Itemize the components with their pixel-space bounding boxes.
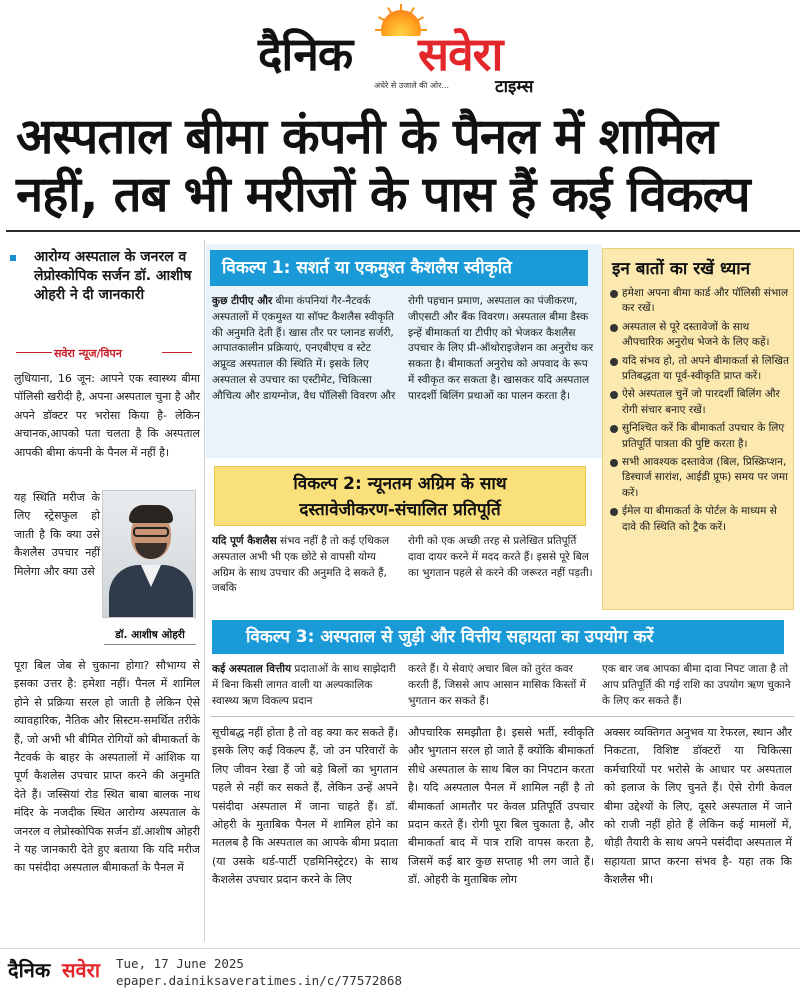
brand-name-dainik: दैनिक: [258, 27, 353, 81]
article-intro: आरोग्य अस्पताल के जनरल व लेप्रोस्कोपिक सर्जन डॉ. आशीष ओहरी ने दी जानकारी: [34, 249, 192, 303]
option2-column-2: रोगी को एक अच्छी तरह से प्रलेखित प्रतिपूर्ति दावा दायर करने में मदद करते हैं। इससे पूरे बिल का भुगतान पहले से करने की जरूरत नहीं पड़ती।: [408, 535, 593, 579]
option1-column-1: [212, 294, 398, 405]
tip-item: ईमेल या बीमाकर्ता के पोर्टल के माध्यम से दावे की स्थिति को ट्रैक करें।: [610, 504, 792, 535]
option3-col1-text: प्रदाताओं के साथ साझेदारी में बिना किसी लागत वाली या अल्पकालिक स्वास्थ्य ऋण विकल्प प्रदान: [212, 663, 396, 707]
option1-title: विकल्प 1: सशर्त या एकमुश्त कैशलैस स्वीकृति: [210, 250, 588, 286]
intro-bullet-icon: [10, 255, 16, 261]
tips-list: [610, 286, 792, 538]
main-column-1: सूचीबद्ध नहीं होता है तो वह क्या कर सकते हैं। इसके लिए कई विकल्प हैं, जो उन परिवारों के लिए जीवन रेखा हैं जो बड़े बिलों का भुगतान पहले से नहीं कर सकते हैं, लेकिन उन्हें अपने पसंदीदा अस्पताल में जाना चाहते हैं। डॉ. ओहरी के मुताबिक पैनल में शामिल होने का मतलब है कि अस्पताल का आपके बीमा प्रदाता (या उसके थर्ड-पार्टी एडमिनिस्ट्रेटर) के साथ कैशलेस उपचार प्रदान करने के लिए: [212, 726, 398, 887]
bullet-dot-icon: [610, 324, 618, 332]
footer-brand-savera: सवेरा: [62, 958, 100, 982]
brand-tagline: अंधेरे से उजाले की ओर...: [374, 81, 450, 90]
footer-epaper-link[interactable]: epaper.dainiksaveratimes.in/c/77572868: [116, 973, 402, 988]
brand-name-savera: सवेरा: [418, 27, 503, 81]
byline-rule-left: [16, 352, 52, 353]
column-separator: [204, 240, 205, 942]
bullet-dot-icon: [610, 358, 618, 366]
photo-caption: डॉ. आशीष ओहरी: [115, 629, 185, 641]
bullet-dot-icon: [610, 290, 618, 298]
masthead: [0, 0, 800, 98]
option2-column-1: [212, 534, 402, 597]
option2-title-line-1: विकल्प 2: न्यूनतम अग्रिम के साथ: [293, 474, 507, 494]
option2-col1-text: संभव नहीं है तो कई एथिकल अस्पताल अभी भी एक छोटे से वापसी योग्य अग्रिम के साथ उपचार की अनुमति दे सकते हैं, जबकि: [212, 535, 390, 595]
option3-lead: कई अस्पताल वित्तीय: [212, 663, 292, 675]
option2-lead: यदि पूर्ण कैशलैस: [212, 535, 277, 547]
left-wrap-text: यह स्थिति मरीज के लिए स्ट्रेसफुल हो जाती है कि क्या उसे कैशलैस उपचार नहीं मिलेगा और क्या उसे: [14, 491, 100, 578]
left-paragraph-1: लुधियाना, 16 जून: आपने एक स्वास्थ्य बीमा पॉलिसी खरीदी है, अपना अस्पताल चुना है और अपने डॉक्टर पर भरोसा किया है- लेकिन अचानक,आपको पता चलता है कि अस्पताल आपकी बीमा कंपनी के पैनल में नहीं है।: [14, 372, 200, 459]
left-paragraph-2: पूरा बिल जेब से चुकाना होगा? सौभाग्य से इसका उत्तर है: हमेशा नहीं। पैनल में शामिल होने से प्रक्रिया सरल हो जाती है लेकिन ऐसे व्यावहारिक, नैतिक और सिस्टम-समर्थित तरीके हैं, जो अभी भी बीमित रोगियों को बीमाकर्ता के नैटवर्क के बाहर के अस्पतालों में आंशिक या पूर्ण कैशलेस उपचार प्राप्त करने की अनुमति देते हैं। जस्सियां रोड स्थित बाबा बालक नाथ मंदिर के नजदीक स्थित आरोग्य अस्पताल के जनरल व लेप्रोस्कोपिक सर्जन डॉ.आशीष ओहरी ने यह जानकारी देते हुए बताया कि यदि मरीज का पसंदीदा अस्पताल बीमाकर्ता के पैनल में: [14, 659, 200, 875]
article-headline: अस्पताल बीमा कंपनी के पैनल में शामिल नहीं, तब भी मरीजों के पास हैं कई विकल्प: [16, 108, 750, 223]
tip-item: ऐसे अस्पताल चुनें जो पारदर्शी बिलिंग और रोगी संचार बनाए रखें।: [610, 387, 792, 418]
tips-sidebar-title: इन बातों का रखें ध्यान: [612, 259, 751, 279]
footer-date: Tue, 17 June 2025: [116, 956, 244, 971]
headline-divider: [6, 230, 800, 232]
main-column-3: अक्सर व्यक्तिगत अनुभव या रेफरल, स्थान और निकटता, विशिष्ट डॉक्टरों या चिकित्सा कर्मचारियों पर भरोसे के आधार पर अस्पताल को इलाज के लिए चुनते हैं। ऐसे रोगी केवल बीमा उद्देश्यों के लिए, दूसरे अस्पताल में जाने को राजी नहीं होते हैं लेकिन कई मामलों में, थोड़ी तैयारी के साथ अपने पसंदीदा अस्पताल में सहायता प्राप्त करना संभव है- यहा तक कि कैशलैस भी।: [604, 726, 792, 887]
option1-lead: कुछ टीपीए और: [212, 295, 273, 307]
caption-rule: [104, 644, 196, 645]
option3-divider: [210, 716, 794, 717]
option1-column-2: रोगी पहचान प्रमाण, अस्पताल का पंजीकरण, जीएसटी और बैंक विवरण। अस्पताल बीमा डैस्क इन्हें बीमाकर्ता या टीपीए को भेजकर कैशलैस उपचार के लिए प्री-ऑथोराइजेशन का अनुरोध कर सकता है। बीमाकर्ता अनुरोध को अपवाद के रूप में स्वीकृत कर सकता है। खासकर यदि अस्पताल पारदर्शी बिलिंग प्रथाओं का पालन करता है।: [408, 295, 594, 402]
option3-column-1: [212, 662, 400, 709]
bullet-dot-icon: [610, 391, 618, 399]
option3-title: विकल्प 3: अस्पताल से जुड़ी और वित्तीय सहायता का उपयोग करें: [212, 620, 784, 654]
bullet-dot-icon: [610, 425, 618, 433]
main-column-2: औपचारिक समझौता है। इससे भर्ती, स्वीकृति और भुगतान सरल हो जाते हैं क्योंकि बीमाकर्ता सीधे अस्पताल के साथ बिल का निपटान करता है। यदि अस्पताल पैनल में शामिल नहीं है तो बीमाकर्ता आमतौर पर केवल प्रतिपूर्ति उपचार प्रदान करते हैं। रोगी पूरा बिल चुकाता है, और बीमाकर्ता बाद में पात्र राशि वापस करता है, जिसमें कई बार कुछ सप्ताह भी लग जाते हैं। डॉ. ओहरी के मुताबिक लोग: [408, 726, 594, 887]
tip-item: सुनिश्चित करें कि बीमाकर्ता उपचार के लिए प्रतिपूर्ति पात्रता की पुष्टि करता है।: [610, 421, 792, 452]
footer-divider: [0, 948, 800, 949]
option2-title-line-2: दस्तावेजीकरण-संचालित प्रतिपूर्ति: [299, 500, 501, 520]
tip-item: अस्पताल से पूरे दस्तावेजों के साथ औपचारिक अनुरोध भेजने के लिए कहें।: [610, 320, 792, 351]
tip-item: सभी आवश्यक दस्तावेज (बिल, प्रिस्क्रिप्शन, डिस्चार्ज सारांश, आईडी प्रूफ) समय पर जमा करें।: [610, 455, 792, 501]
tip-item: यदि संभव हो, तो अपने बीमाकर्ता से लिखित प्रतिबद्धता या पूर्व-स्वीकृति प्राप्त करें।: [610, 354, 792, 385]
byline-rule-right: [162, 352, 192, 353]
brand-name-times: टाइम्स: [495, 77, 534, 97]
doctor-photo: [102, 490, 196, 618]
option2-title: [214, 466, 586, 526]
tip-item: हमेशा अपना बीमा कार्ड और पॉलिसी संभाल कर रखें।: [610, 286, 792, 317]
option1-col1-text: बीमा कंपनियां गैर-नैटवर्क अस्पतालों में एकमुश्त या सॉफ्ट कैशलैस स्वीकृति की अनुमति देती हैं। खास तौर पर प्लानड सर्जरी, आपातकालीन प्रक्रियाएं, एनएबीएच व स्टेट अप्रूव्ड अस्पताल की स्थिति में। इसके लिए अस्पताल से उपचार का एस्टीमेट, चिकित्सा औचित्य और डायग्नोज, वैध पॉलिसी विवरण और: [212, 295, 396, 402]
footer-brand-dainik: दैनिक: [8, 958, 51, 982]
option3-column-3: एक बार जब आपका बीमा दावा निपट जाता है तो आप प्रतिपूर्ति की गई राशि का उपयोग ऋण चुकाने के लिए कर सकते हैं।: [602, 663, 791, 707]
option3-column-2: करते हैं। ये सेवाएं अचार बिल को तुरंत कवर करती हैं, जिससे आप आसान मासिक किस्तों में भुगतान कर सकते हैं।: [408, 663, 586, 707]
bullet-dot-icon: [610, 508, 618, 516]
byline: सवेरा न्यूज/विपन: [54, 347, 122, 360]
bullet-dot-icon: [610, 459, 618, 467]
